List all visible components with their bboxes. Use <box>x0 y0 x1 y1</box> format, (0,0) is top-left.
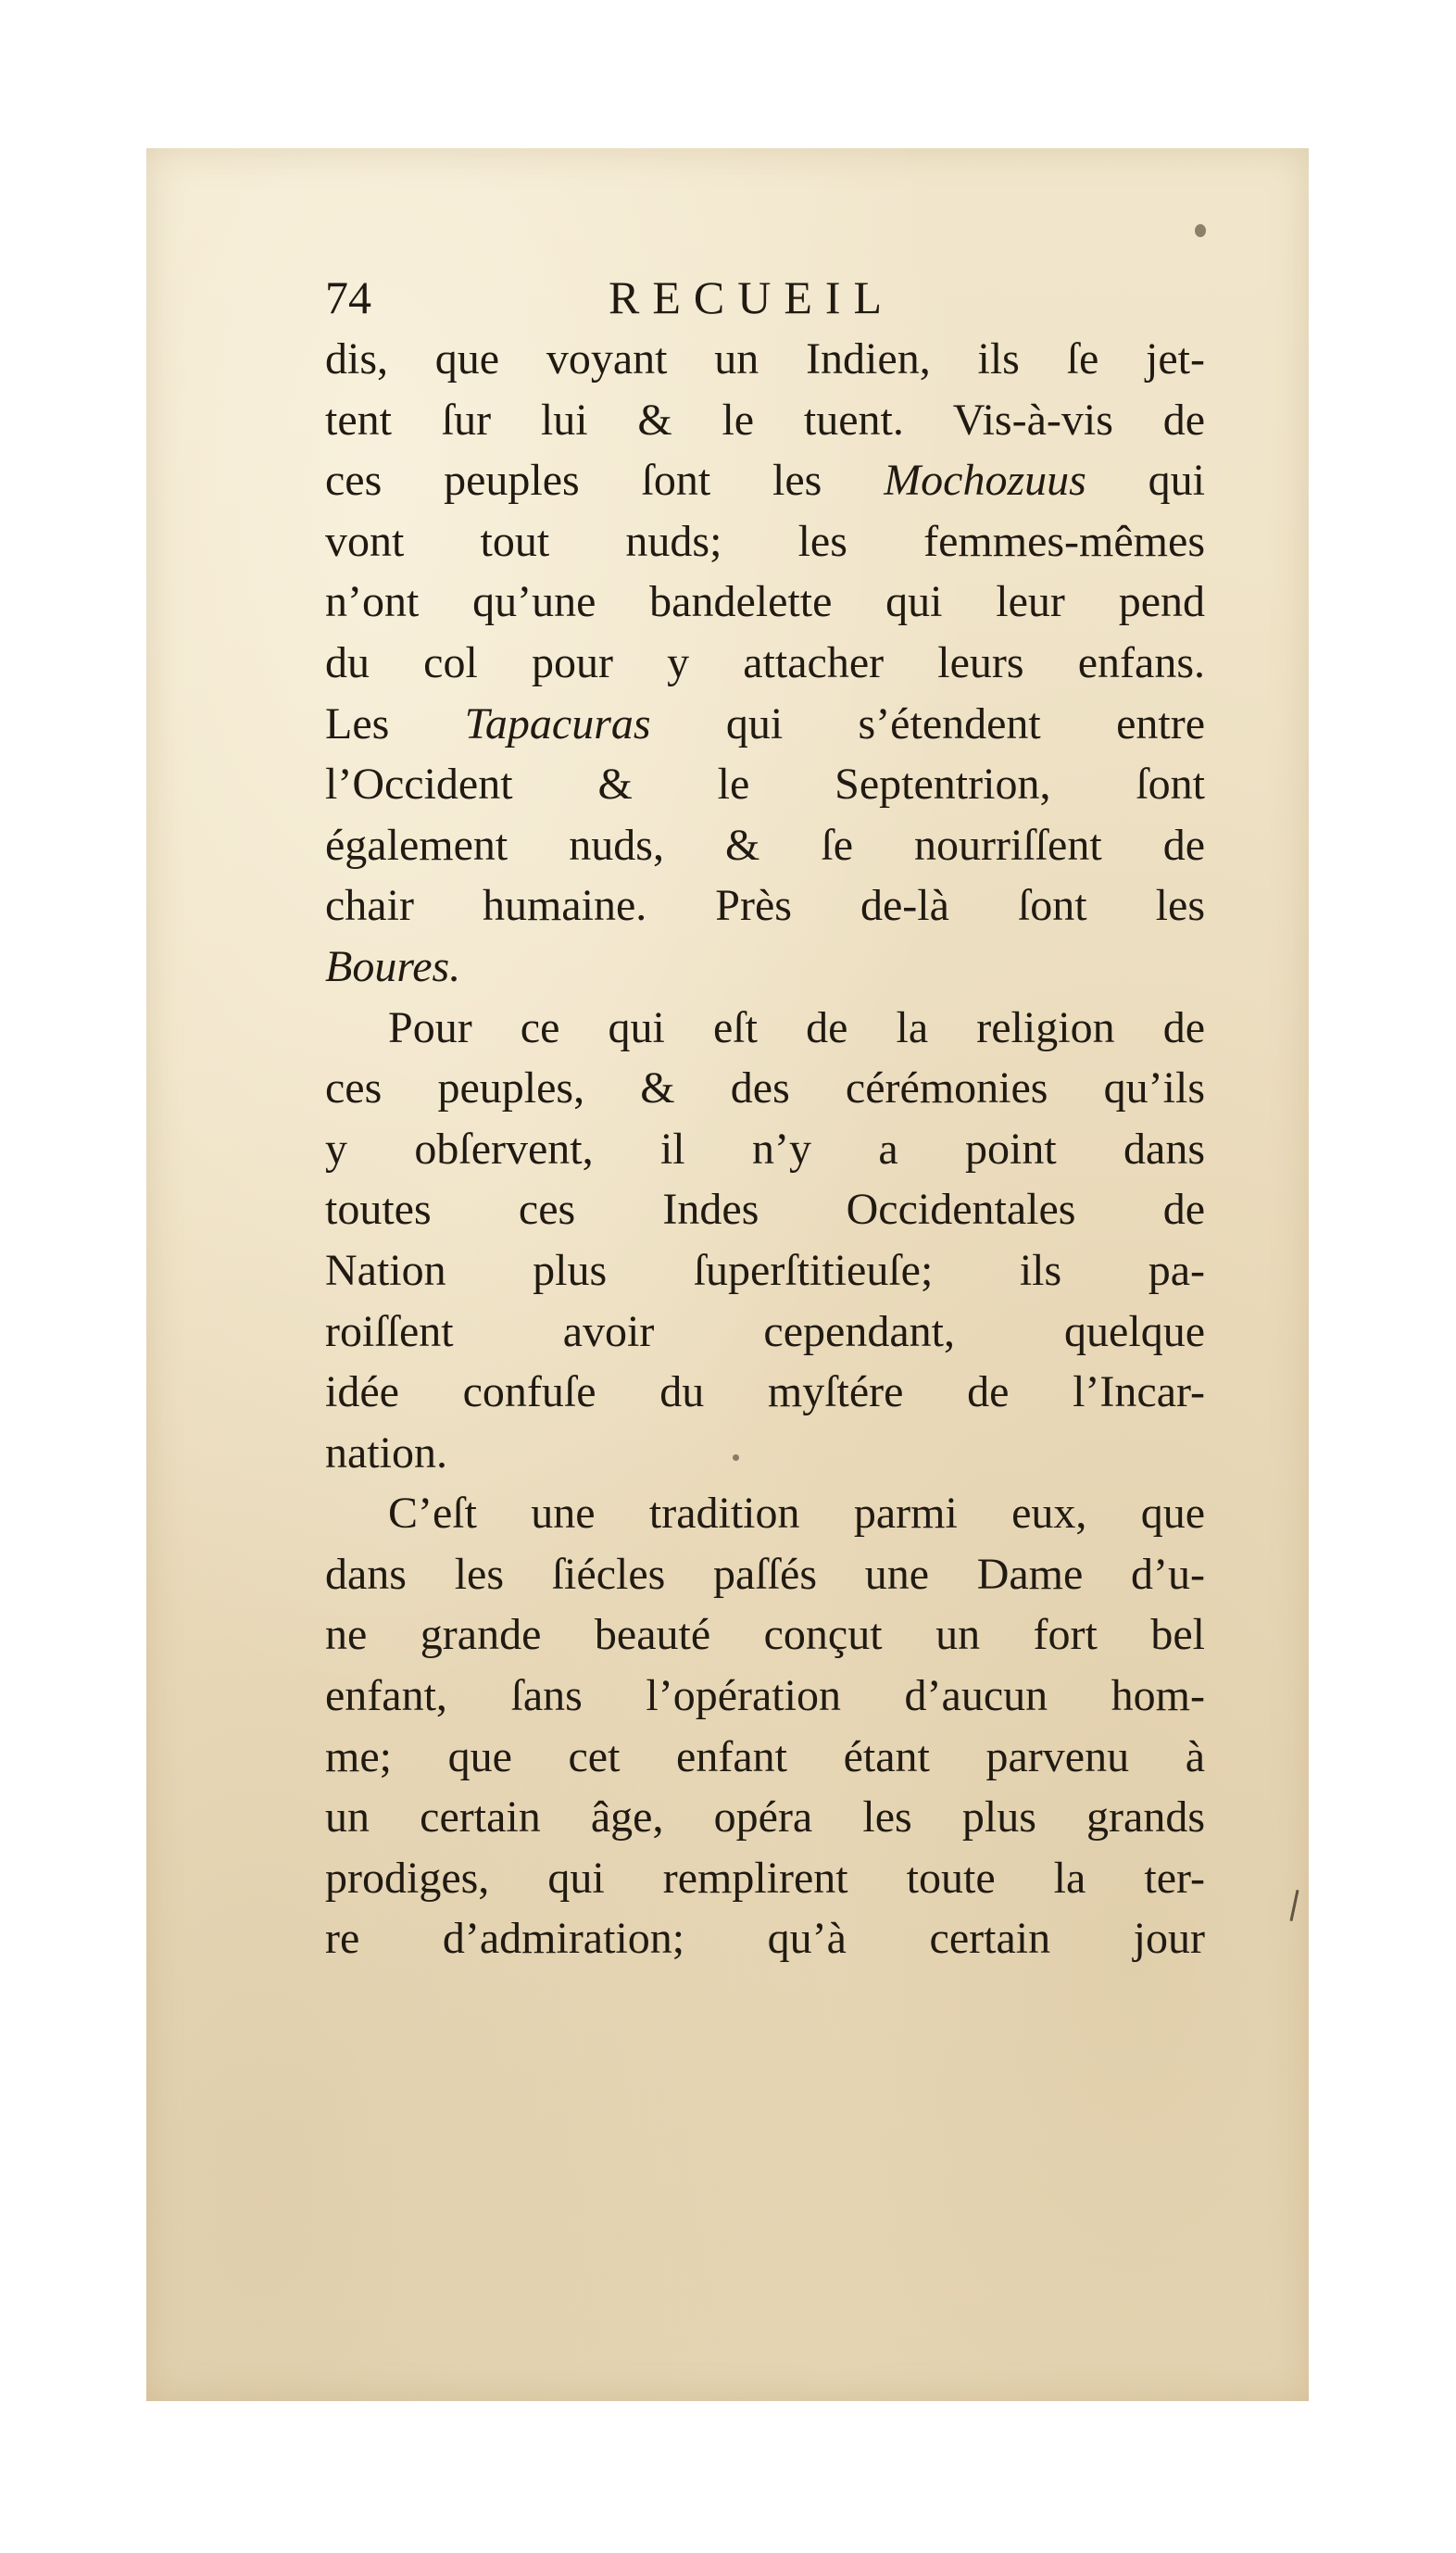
text-line: re d’admiration; qu’à certain jour <box>325 1914 1205 1964</box>
text-line: toutes ces Indes Occidentales de <box>325 1185 1205 1235</box>
text-line: ne grande beauté conçut un fort bel <box>325 1610 1205 1660</box>
text-line: ces peuples, & des cérémonies qu’ils <box>325 1063 1205 1113</box>
page-number: 74 <box>325 271 371 323</box>
text-line: l’Occident & le Septentrion, ſont <box>325 760 1205 810</box>
text-line: me; que cet enfant étant parvenu à <box>325 1731 1205 1781</box>
page-header <box>325 266 1205 329</box>
text-line: vont tout nuds; les femmes-mêmes <box>325 516 1205 566</box>
text-line: nation. <box>325 1427 447 1478</box>
ink-speck <box>1195 224 1206 237</box>
text-line: tent ſur lui & le tuent. Vis-à-vis de <box>325 395 1205 445</box>
book-page <box>146 148 1309 2401</box>
paragraph-first-line: C’eſt une tradition parmi eux, que <box>388 1489 1205 1539</box>
pencil-mark <box>1289 1890 1299 1921</box>
text-line: Nation plus ſuperſtitieuſe; ils pa- <box>325 1245 1205 1295</box>
text-line: Les Tapacuras qui s’étendent entre <box>325 698 1205 748</box>
tribe-name: Boures. <box>325 941 461 991</box>
text-line: également nuds, & ſe nourriſſent de <box>325 820 1205 870</box>
page-text <box>325 266 1205 1969</box>
text-line <box>325 937 1205 998</box>
text-line: un certain âge, opéra les plus grands <box>325 1792 1205 1842</box>
tribe-name: Mochozuus <box>884 456 1086 506</box>
text-line: dis, que voyant un Indien, ils ſe jet- <box>325 334 1205 384</box>
running-head: RECUEIL <box>609 271 896 323</box>
text-line: n’ont qu’une bandelette qui leur pend <box>325 577 1205 627</box>
paragraph-first-line: Pour ce qui eſt de la religion de <box>388 1002 1205 1052</box>
text-line: du col pour y attacher leurs enfans. <box>325 637 1205 687</box>
text-line: ces peuples ſont les Mochozuus qui <box>325 456 1205 506</box>
text-line: y obſervent, il n’y a point dans <box>325 1124 1205 1174</box>
text-line: chair humaine. Près de-là ſont les <box>325 881 1205 931</box>
text-line: idée confuſe du myſtére de l’Incar- <box>325 1367 1205 1417</box>
tribe-name: Tapacuras <box>464 698 651 748</box>
text-line: enfant, ſans l’opération d’aucun hom- <box>325 1671 1205 1721</box>
text-line: dans les ſiécles paſſés une Dame d’u- <box>325 1549 1205 1599</box>
text-line: roiſſent avoir cependant, quelque <box>325 1306 1205 1356</box>
text-line: prodiges, qui remplirent toute la ter- <box>325 1853 1205 1903</box>
